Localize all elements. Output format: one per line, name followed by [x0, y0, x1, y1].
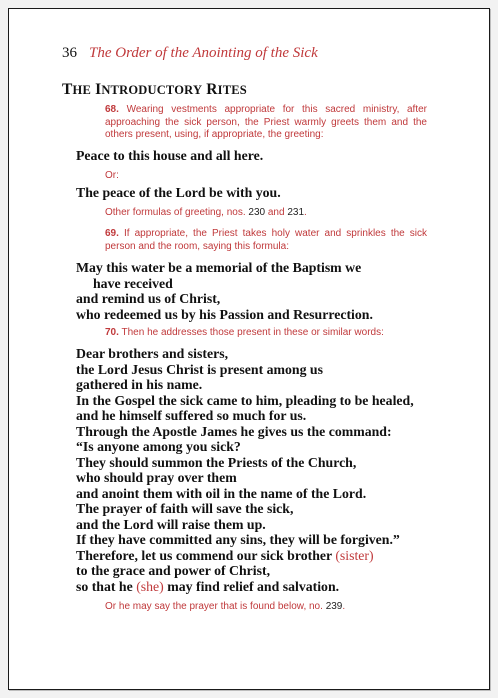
address-line: If they have committed any sins, they will be forgiven.” — [76, 532, 400, 547]
reference-number: 231 — [287, 207, 305, 218]
greeting-peace-of-lord: The peace of the Lord be with you. — [76, 185, 281, 200]
or-label: Or: — [105, 170, 119, 181]
page-number: 36 — [62, 45, 77, 61]
rubric-70 — [105, 327, 427, 340]
paragraph-number: 68. — [105, 104, 119, 115]
address-text: so that he — [76, 578, 137, 594]
address-line: “Is anyone among you sick? — [76, 439, 241, 454]
title-cap: T — [62, 81, 73, 98]
rubric-text: Then he addresses those present in these or similar words: — [121, 327, 384, 338]
address-line: Through the Apostle James he gives us the command: — [76, 423, 392, 439]
address-line — [76, 548, 414, 564]
paragraph-number: 70. — [105, 327, 119, 338]
rubric-text: . — [304, 207, 307, 218]
formula-line: who redeemed us by his Passion and Resurrection. — [76, 306, 373, 322]
title-cap: I — [95, 81, 102, 98]
other-formulas-rubric — [105, 207, 427, 220]
address-line: and he himself suffered so much for us. — [76, 408, 307, 423]
title-cap: R — [206, 81, 218, 98]
rubric-text: Other formulas of greeting, nos. — [105, 207, 246, 218]
address-line — [76, 579, 414, 595]
rubric-text: . — [342, 601, 346, 612]
rubric-68 — [105, 104, 427, 142]
running-title: The Order of the Anointing of the Sick — [89, 45, 318, 61]
running-header — [62, 45, 318, 62]
section-title — [62, 81, 247, 99]
address-to-faithful — [76, 346, 414, 594]
greeting-peace-to-house: Peace to this house and all here. — [76, 148, 264, 163]
address-line: the Lord Jesus Christ is present among us — [76, 361, 323, 377]
address-line: to the grace and power of Christ, — [76, 563, 271, 578]
title-smallcaps: ITES — [217, 83, 247, 97]
holy-water-formula — [76, 260, 373, 322]
address-text: Therefore, let us commend our sick brother — [76, 547, 336, 563]
formula-line: have received — [93, 275, 173, 291]
reference-number: 230 — [248, 207, 266, 218]
address-line: gathered in his name. — [76, 377, 203, 392]
optional-word: (she) — [136, 578, 164, 594]
address-line: and anoint them with oil in the name of the Lord. — [76, 485, 367, 501]
title-smallcaps: HE — [72, 83, 92, 97]
formula-line: and remind us of Christ, — [76, 291, 221, 306]
paragraph-number: 69. — [105, 228, 119, 239]
rubric-text: Or he may say the prayer that is found below, no. — [105, 601, 323, 612]
reference-number: 239 — [325, 601, 343, 612]
address-line: who should pray over them — [76, 470, 237, 485]
rubric-text: Wearing vestments appropriate for this sacred ministry, after approaching the sick person, the Priest warmly greets them and the others present, using, if appropriate, the greeting: — [105, 104, 428, 140]
rubric-text: If appropriate, the Priest takes holy water and sprinkles the sick person and the room, saying this formula: — [105, 228, 428, 252]
address-line: In the Gospel the sick came to him, pleading to be healed, — [76, 392, 414, 408]
formula-line: May this water be a memorial of the Baptism we — [76, 260, 362, 275]
address-line: and the Lord will raise them up. — [76, 516, 266, 532]
optional-word: (sister) — [335, 547, 374, 563]
address-line: Dear brothers and sisters, — [76, 346, 229, 361]
address-line: They should summon the Priests of the Church, — [76, 454, 357, 470]
address-line: The prayer of faith will save the sick, — [76, 501, 294, 516]
address-text: may find relief and salvation. — [163, 578, 340, 594]
title-smallcaps: NTRODUCTORY — [101, 83, 203, 97]
rubric-69 — [105, 228, 427, 253]
final-rubric — [105, 601, 427, 614]
book-page — [8, 8, 490, 690]
rubric-text: and — [267, 207, 285, 218]
